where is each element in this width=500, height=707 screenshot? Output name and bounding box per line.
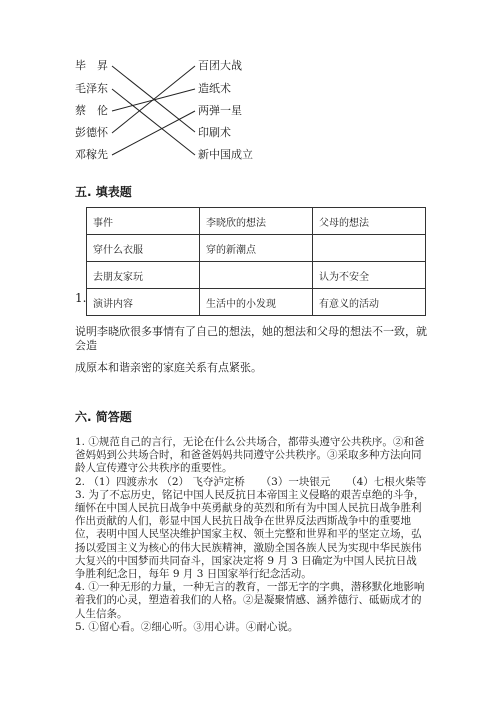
item-number: 1. xyxy=(75,291,87,305)
event-papermaking: 造纸术 xyxy=(198,82,231,95)
matching-lines xyxy=(0,0,500,170)
answer-4: 4. ①一种无形的力量，一种无言的教育，一部无字的字典，潜移默化地影响着我们的心灵，塑造着我们的人格。②是凝聚情感、涵养德行、砥砺成才的人生信条。 xyxy=(75,581,425,620)
person-peng-dehuai: 彭德怀 xyxy=(75,126,108,139)
match-line xyxy=(112,111,195,155)
person-mao-zedong: 毛泽东 xyxy=(75,82,108,95)
answer-5: 5. ①留心看。②细心听。③用心讲。④耐心说。 xyxy=(75,620,299,633)
event-two-bombs-one-satellite: 两弹一星 xyxy=(198,104,242,117)
table-row xyxy=(87,289,426,316)
table-cell: 父母的想法 xyxy=(313,208,426,235)
table-cell: 穿什么衣服 xyxy=(87,235,200,262)
section-5-title: 五. 填表题 xyxy=(75,185,132,199)
table-row xyxy=(87,262,426,289)
answer-3: 3. 为了不忘历史，铭记中国人民反抗日本帝国主义侵略的艰苦卓绝的斗争，缅怀在中国人民抗日战争中英勇献身的英烈和所有为中国人民抗日战争胜利作出贡献的人们，彰显中国人民抗日战争在世界反法西斯战争中的重要地位，表明中国人民坚决维护国家主权、领土完整和世界和平的坚定立场，弘扬以爱国主义为核心的伟大民族精神，激励全国各族人民为实现中华民族伟大复兴的中国梦而共同奋斗，国家决定将 9 月 3 日确定为中国人民抗日战争胜利纪念日，每年 9 月 3 日国家举行纪念活动。 xyxy=(75,488,425,581)
table-row xyxy=(87,235,426,262)
table-cell xyxy=(200,262,313,289)
table-cell xyxy=(313,235,426,262)
table-cell: 有意义的活动 xyxy=(313,289,426,316)
table-cell: 李晓欣的想法 xyxy=(200,208,313,235)
event-hundred-regiments: 百团大战 xyxy=(198,59,242,72)
explanation-line-2: 成原本和谐亲密的家庭关系有点紧张。 xyxy=(75,361,262,374)
person-deng-jiaxian: 邓稼先 xyxy=(75,148,108,161)
answer-2: 2. （1）四渡赤水 （2） 飞夺泸定桥 （3）一块银元 （4）七根火柴等 xyxy=(75,475,427,488)
explanation-line-1: 说明李晓欣很多事情有了自己的想法，她的想法和父母的想法不一致，就会造 xyxy=(75,325,427,352)
event-printing: 印刷术 xyxy=(198,126,231,139)
event-prc-founding: 新中国成立 xyxy=(198,148,253,161)
table-cell: 生活中的小发现 xyxy=(200,289,313,316)
table-row xyxy=(87,208,426,235)
answer-list xyxy=(75,436,427,634)
person-bi-sheng: 毕 昇 xyxy=(75,59,108,72)
table-cell: 去朋友家玩 xyxy=(87,262,200,289)
table-cell: 事件 xyxy=(87,208,200,235)
fill-table xyxy=(86,207,426,316)
table-cell: 认为不安全 xyxy=(313,262,426,289)
table-cell: 穿的新潮点 xyxy=(200,235,313,262)
table-cell: 演讲内容 xyxy=(87,289,200,316)
answer-1: 1. ①规范自己的言行，无论在什么公共场合，都带头遵守公共秩序。②和爸爸妈妈到公共场合时，和爸爸妈妈共同遵守公共秩序。③采取多种方法向同龄人宣传遵守公共秩序的重要性。 xyxy=(75,436,425,475)
person-cai-lun: 蔡 伦 xyxy=(75,104,108,117)
section-6-title: 六. 简答题 xyxy=(75,410,132,424)
